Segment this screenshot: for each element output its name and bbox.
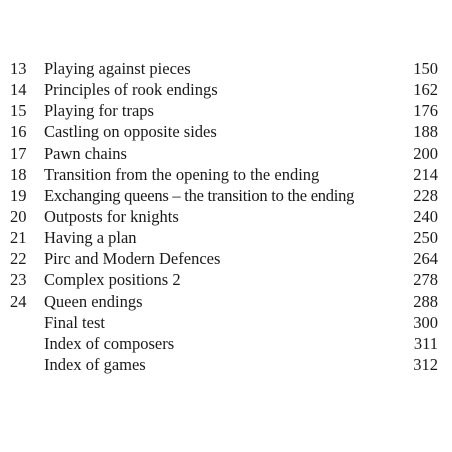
chapter-number: 16 bbox=[10, 122, 27, 142]
toc-entry bbox=[10, 333, 438, 354]
toc-entry bbox=[10, 100, 438, 121]
chapter-title: Principles of rook endings bbox=[44, 80, 218, 100]
chapter-title: Castling on opposite sides bbox=[44, 122, 217, 142]
chapter-number: 15 bbox=[10, 101, 27, 121]
chapter-title: Pawn chains bbox=[44, 143, 127, 163]
page-number: 240 bbox=[413, 206, 438, 226]
chapter-number: 18 bbox=[10, 164, 27, 184]
page-number: 176 bbox=[413, 101, 438, 121]
page-number: 150 bbox=[413, 59, 438, 78]
toc-entry bbox=[10, 291, 438, 312]
chapter-number: 13 bbox=[10, 59, 27, 78]
chapter-number: 24 bbox=[10, 291, 27, 311]
chapter-title: Outposts for knights bbox=[44, 206, 179, 226]
toc-entry bbox=[10, 58, 438, 79]
toc-entry bbox=[10, 185, 438, 206]
chapter-title: Queen endings bbox=[44, 291, 143, 311]
toc-entry bbox=[10, 312, 438, 333]
page-number: 311 bbox=[413, 333, 438, 353]
chapter-title: Playing for traps bbox=[44, 101, 154, 121]
chapter-title: Transition from the opening to the ending bbox=[44, 164, 320, 184]
toc-entry bbox=[10, 143, 438, 164]
chapter-number: 14 bbox=[10, 80, 27, 100]
page-number: 162 bbox=[413, 80, 438, 100]
chapter-title: Index of composers bbox=[44, 333, 175, 353]
chapter-title: Final test bbox=[44, 312, 105, 332]
toc-entry bbox=[10, 269, 438, 290]
page-number: 214 bbox=[413, 164, 438, 184]
chapter-title: Pirc and Modern Defences bbox=[44, 249, 221, 269]
chapter-title: Having a plan bbox=[44, 228, 137, 248]
table-of-contents bbox=[10, 58, 438, 375]
toc-entry bbox=[10, 227, 438, 248]
toc-entry bbox=[10, 354, 438, 375]
page-number: 278 bbox=[413, 270, 438, 290]
page-number: 200 bbox=[413, 143, 438, 163]
chapter-number: 22 bbox=[10, 249, 27, 269]
page-number: 288 bbox=[413, 291, 438, 311]
chapter-title: Playing against pieces bbox=[44, 59, 191, 78]
chapter-number: 17 bbox=[10, 143, 27, 163]
chapter-number: 23 bbox=[10, 270, 27, 290]
toc-entry bbox=[10, 248, 438, 269]
page-number: 228 bbox=[413, 185, 438, 205]
page-number: 264 bbox=[413, 249, 438, 269]
chapter-title: Exchanging queens – the transition to the ending bbox=[44, 185, 355, 205]
chapter-number: 20 bbox=[10, 206, 27, 226]
toc-entry bbox=[10, 79, 438, 100]
page-number: 312 bbox=[413, 354, 438, 374]
page-number: 300 bbox=[413, 312, 438, 332]
page-number: 188 bbox=[413, 122, 438, 142]
chapter-title: Complex positions 2 bbox=[44, 270, 181, 290]
page-number: 250 bbox=[413, 228, 438, 248]
toc-entry bbox=[10, 206, 438, 227]
chapter-number: 21 bbox=[10, 228, 27, 248]
toc-entry bbox=[10, 121, 438, 142]
chapter-title: Index of games bbox=[44, 354, 146, 374]
chapter-number: 19 bbox=[10, 185, 27, 205]
toc-entry bbox=[10, 164, 438, 185]
